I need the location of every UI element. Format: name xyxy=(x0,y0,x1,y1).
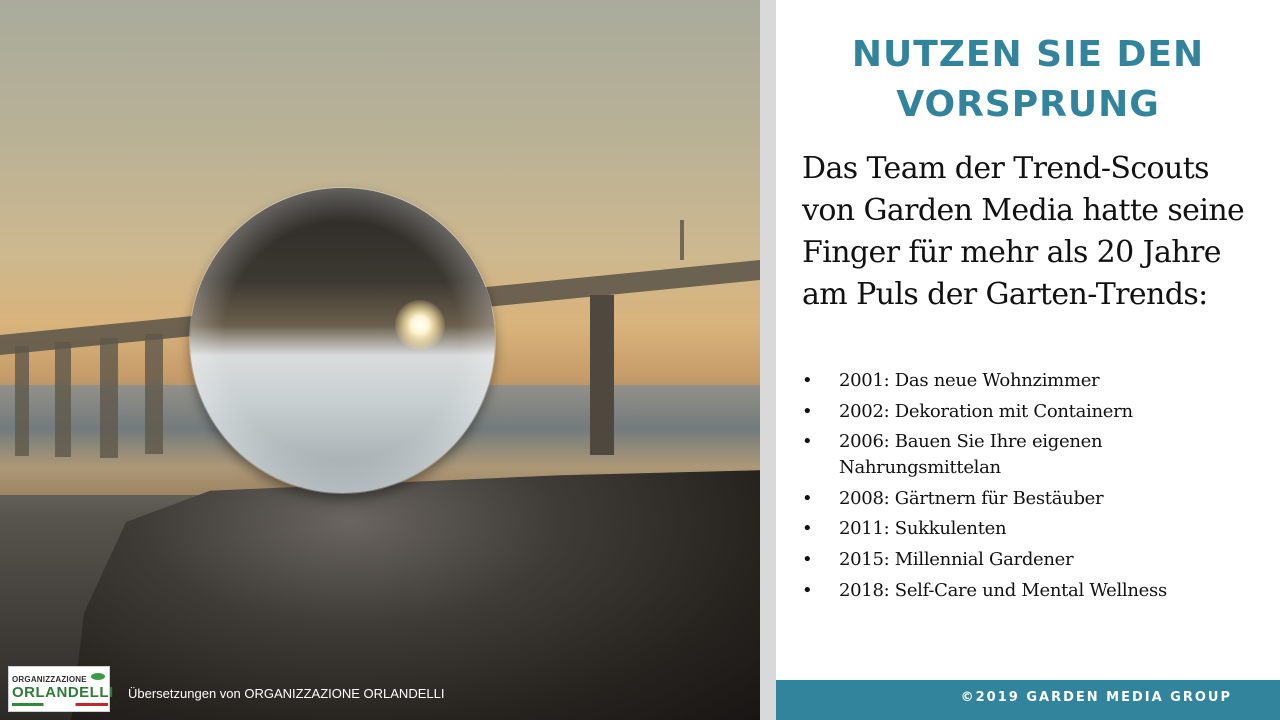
footer-bar xyxy=(776,680,1280,720)
crystal-ball xyxy=(190,188,495,493)
list-item xyxy=(802,429,1262,481)
translation-credit: Übersetzungen von ORGANIZZAZIONE ORLANDELLI xyxy=(128,686,445,701)
list-item-text: 2002: Dekoration mit Containern xyxy=(839,400,1133,422)
bullet-icon: • xyxy=(802,400,813,422)
list-item-text: 2008: Gärtnern für Bestäuber xyxy=(839,487,1104,509)
copyright-text: ©2019 GARDEN MEDIA GROUP xyxy=(960,690,1232,705)
slide-title: NUTZEN SIE DEN VORSPRUNG xyxy=(851,34,1205,125)
list-item-text: 2001: Das neue Wohnzimmer xyxy=(839,370,1100,391)
list-item xyxy=(802,399,1262,425)
list-item xyxy=(802,368,1262,394)
logo-color-bar xyxy=(12,703,108,706)
logo-main-text: ORLANDELLI xyxy=(12,684,114,701)
bullet-icon: • xyxy=(802,548,813,570)
logo-top-text: ORGANIZZAZIONE xyxy=(12,675,87,684)
list-item-text: 2011: Sukkulenten xyxy=(839,518,1007,540)
bullet-icon: • xyxy=(802,518,813,540)
list-item xyxy=(802,516,1262,542)
rock xyxy=(70,470,760,720)
list-item-text: 2018: Self-Care und Mental Wellness xyxy=(839,579,1167,601)
sun-flare xyxy=(395,300,445,350)
intro-text: Das Team der Trend-Scouts von Garden Media hatte seine Finger für mehr als 20 Jahre am Puls der Garten-Trends: xyxy=(802,151,1245,312)
list-item xyxy=(802,578,1262,604)
bullet-icon: • xyxy=(802,431,813,453)
orlandelli-logo xyxy=(8,666,114,712)
list-item xyxy=(802,486,1262,512)
list-item-text: 2015: Millennial Gardener xyxy=(839,548,1074,570)
divider-bar xyxy=(760,0,776,720)
trend-list xyxy=(802,368,1262,608)
bullet-icon: • xyxy=(802,370,813,391)
bullet-icon: • xyxy=(802,487,813,509)
list-item xyxy=(802,547,1262,573)
bullet-icon: • xyxy=(802,579,813,601)
list-item-text: 2006: Bauen Sie Ihre eigenen Nahrungsmittelan xyxy=(839,431,1103,479)
leaf-icon xyxy=(91,673,105,680)
